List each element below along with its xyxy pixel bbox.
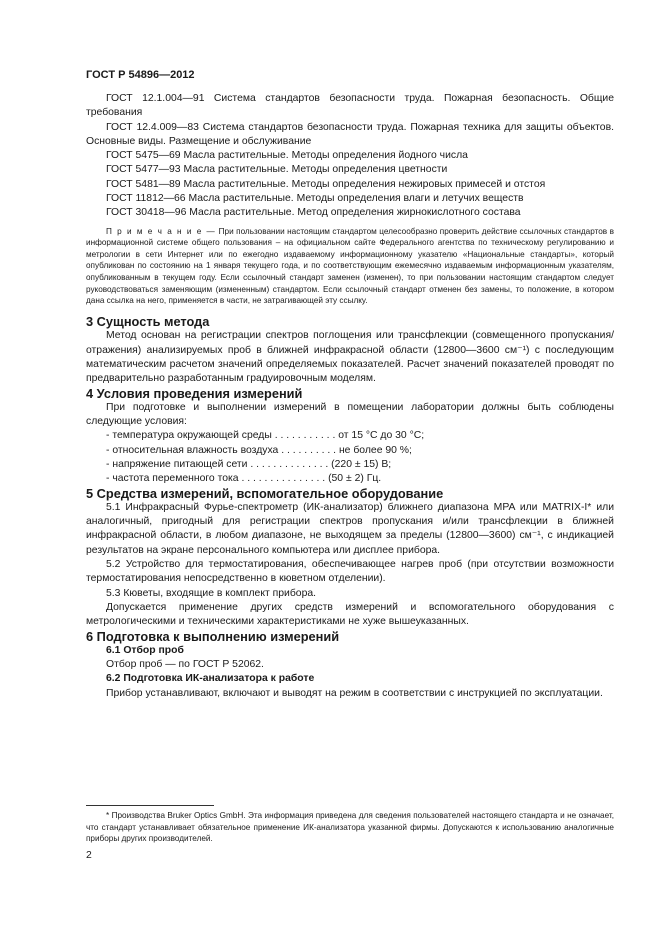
section-5-2: 5.2 Устройство для термостатирования, обеспечивающее нагрев проб (при отсутствии возможности термостатирования непосредственно в кюветном отделении).: [86, 559, 614, 585]
subsection-6-2-body: Прибор устанавливают, включают и выводят на режим в соответствии с инструкцией по эксплуатации.: [106, 687, 603, 699]
section-5-3: 5.3 Кюветы, входящие в комплект прибора.: [106, 587, 317, 599]
reference-item: ГОСТ 11812—66 Масла растительные. Методы определения влаги и летучих веществ: [106, 193, 524, 205]
document-id-header: ГОСТ Р 54896—2012: [86, 69, 195, 81]
condition-item: - температура окружающей среды . . . . . . . . . . . от 15 °С до 30 °С;: [106, 430, 425, 442]
condition-item: - напряжение питающей сети . . . . . . . . . . . . . . (220 ± 15) В;: [106, 458, 392, 470]
conditions-list: [86, 429, 614, 486]
footnote: * Производства Bruker Optics GmbH. Эта информация приведена для сведения пользователей настоящего стандарта и не означает, что стандарт устанавливает обязательное применение ИК-анализатора указанной фирмы. Допускаются к использованию аналогичные приборы других производителей.: [86, 811, 614, 844]
subsection-6-1-heading: 6.1 Отбор проб: [106, 644, 184, 656]
normative-references-list: [86, 92, 614, 221]
subsection-6-2-heading: 6.2 Подготовка ИК-анализатора к работе: [106, 673, 315, 685]
condition-item: - частота переменного тока . . . . . . . . . . . . . . . (50 ± 2) Гц.: [106, 473, 382, 485]
section-4-intro: При подготовке и выполнении измерений в помещении лаборатории должны быть соблюдены следующие условия:: [86, 401, 614, 428]
reference-item: ГОСТ 5477—93 Масла растительные. Методы определения цветности: [106, 164, 448, 176]
section-4-heading: 4 Условия проведения измерений: [86, 385, 303, 401]
subsection-6-1-body: Отбор проб — по ГОСТ Р 52062.: [106, 659, 264, 671]
condition-item: - относительная влажность воздуха . . . . . . . . . . не более 90 %;: [106, 444, 412, 456]
reference-item: ГОСТ 30418—96 Масла растительные. Метод определения жирнокислотного состава: [106, 207, 521, 219]
note-lead: П р и м е ч а н и е —: [106, 226, 217, 236]
reference-item: ГОСТ 12.1.004—91 Система стандартов безопасности труда. Пожарная безопасность. Общие требования: [86, 93, 614, 119]
section-6-heading: 6 Подготовка к выполнению измерений: [86, 628, 340, 644]
footnote-divider: [86, 805, 214, 806]
section-5-1: 5.1 Инфракрасный Фурье-спектрометр (ИК-анализатор) ближнего диапазона MPA или MATRIX-I* или аналогичный, пригодный для регистрации спектров пропускания и/или трансфлекции в ближней инфракрасной области, в любом диапазоне, не выходящем за пределы (12800—3600) см⁻¹, с индикацией результатов на экране персонального компьютера или дисплее прибора.: [86, 501, 614, 556]
page-number: 2: [86, 850, 92, 861]
section-5-note: Допускается применение других средств измерений и вспомогательного оборудования с метрологическими и техническими характеристиками не хуже вышеуказанных.: [86, 601, 614, 628]
note-paragraph: [86, 226, 614, 307]
reference-item: ГОСТ 5475—69 Масла растительные. Методы определения йодного числа: [106, 150, 468, 162]
note-text: При пользовании настоящим стандартом целесообразно проверить действие ссылочных стандартов в информационной системе общего пользования – на официальном сайте Федерального агентства по техническому регулированию и метрологии в сети Интернет или по ежегодно издаваемому информационному указателю «Национальные стандарты», который опубликован по состоянию на 1 января текущего года, и по соответствующим ежемесячно издаваемым информационным указателям, опубликованным в текущем году. Если ссылочный стандарт заменен (изменен), то при пользовании настоящим стандартом следует руководствоваться заменяющим (измененным) стандартом. Если ссылочный стандарт отменен без замены, то положение, в котором дана ссылка на него, применяется в части, не затрагивающей эту ссылку.: [86, 226, 614, 306]
section-3-body: Метод основан на регистрации спектров поглощения или трансфлекции (совмещенного пропускания/отражения) анализируемых проб в ближней инфракрасной области (12800—3600 см⁻¹) с последующим математическим расчетом значений определяемых показателей. Расчет значений показателей проводят по предварительно разработанным градуировочным моделям.: [86, 330, 614, 385]
section-3-heading: 3 Сущность метода: [86, 314, 210, 330]
reference-item: ГОСТ 5481—89 Масла растительные. Методы определения нежировых примесей и отстоя: [106, 178, 546, 190]
page-content: [86, 92, 614, 701]
reference-item: ГОСТ 12.4.009—83 Система стандартов безопасности труда. Пожарная техника для защиты объектов. Основные виды. Размещение и обслуживание: [86, 121, 614, 147]
section-5-heading: 5 Средства измерений, вспомогательное оборудование: [86, 485, 444, 501]
